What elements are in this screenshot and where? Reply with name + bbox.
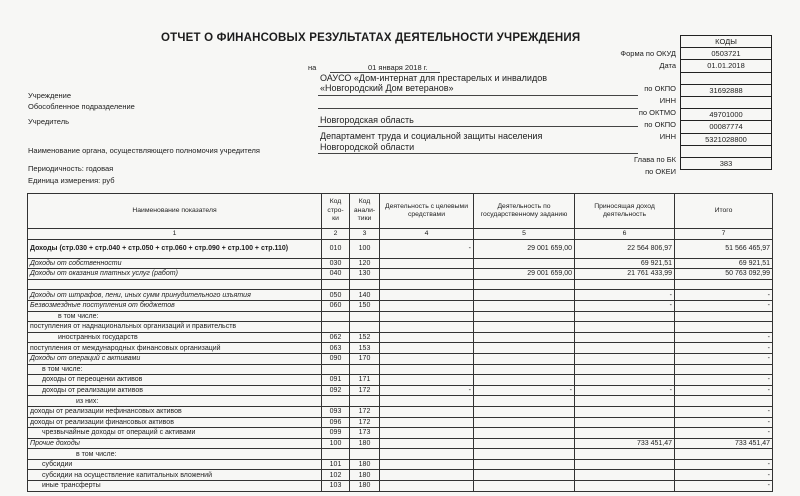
row-income <box>575 279 675 290</box>
table-row <box>28 258 773 269</box>
table-row <box>28 311 773 322</box>
row-name: Доходы от собственности <box>28 258 322 269</box>
report-date: 01 января 2018 г. <box>368 63 428 72</box>
row-code: 063 <box>322 343 350 354</box>
row-income <box>575 481 675 492</box>
table-row <box>28 239 773 258</box>
row-target <box>380 300 474 311</box>
code-glava-bk <box>681 146 771 158</box>
header-target: Деятельность с целевыми средствами <box>380 194 474 229</box>
row-name: Безвозмездные поступления от бюджетов <box>28 300 322 311</box>
row-income <box>575 428 675 439</box>
row-target <box>380 311 474 322</box>
row-total <box>675 311 773 322</box>
row-code <box>322 311 350 322</box>
row-analytics: 130 <box>350 269 380 280</box>
row-state-task <box>474 396 575 407</box>
row-target <box>380 481 474 492</box>
row-total: - <box>675 417 773 428</box>
header-income: Приносящая доход деятельность <box>575 194 675 229</box>
row-name: доходы от реализации нефинансовых активов <box>28 406 322 417</box>
label-founder: Учредитель <box>28 117 69 126</box>
label-oktmo: по ОКТМО <box>638 108 676 117</box>
row-analytics: 180 <box>350 481 380 492</box>
row-code <box>322 449 350 460</box>
institution-name-2: «Новгородский Дом ветеранов» <box>320 83 454 93</box>
table-row <box>28 353 773 364</box>
founder-underline <box>318 126 638 127</box>
row-total <box>675 396 773 407</box>
financial-results-table <box>27 193 773 492</box>
label-glava-bk: Глава по БК <box>634 155 676 164</box>
row-target <box>380 364 474 375</box>
header-analytics: Код анали-тики <box>350 194 380 229</box>
row-state-task: 29 001 659,00 <box>474 239 575 258</box>
row-state-task <box>474 343 575 354</box>
row-name <box>28 279 322 290</box>
code-oktmo: 49701000 <box>681 109 771 121</box>
row-total: - <box>675 406 773 417</box>
row-total <box>675 279 773 290</box>
row-state-task <box>474 364 575 375</box>
code-blank <box>681 73 771 85</box>
row-name: в том числе: <box>28 449 322 460</box>
row-name: иные трансферты <box>28 481 322 492</box>
row-code: 092 <box>322 385 350 396</box>
subdivision-underline <box>318 108 638 109</box>
row-target: - <box>380 385 474 396</box>
table-row <box>28 470 773 481</box>
row-income: - <box>575 385 675 396</box>
label-institution: Учреждение <box>28 91 71 100</box>
col-number: 5 <box>474 229 575 240</box>
row-total: - <box>675 343 773 354</box>
row-state-task <box>474 332 575 343</box>
col-number: 4 <box>380 229 474 240</box>
row-target <box>380 417 474 428</box>
label-subdivision: Обособленное подразделение <box>28 102 135 111</box>
row-name: иностранных государств <box>28 332 322 343</box>
table-row <box>28 449 773 460</box>
row-income: 69 921,51 <box>575 258 675 269</box>
row-analytics: 140 <box>350 290 380 301</box>
report-title: ОТЧЕТ О ФИНАНСОВЫХ РЕЗУЛЬТАТАХ ДЕЯТЕЛЬНОСТИ УЧРЕЖДЕНИЯ <box>161 32 581 44</box>
row-code: 093 <box>322 406 350 417</box>
row-state-task <box>474 417 575 428</box>
table-row <box>28 481 773 492</box>
row-income <box>575 332 675 343</box>
row-income: - <box>575 290 675 301</box>
row-target: - <box>380 239 474 258</box>
table-number-row <box>28 229 773 240</box>
row-analytics: 172 <box>350 385 380 396</box>
row-income <box>575 364 675 375</box>
label-periodicity: Периодичность: годовая <box>28 164 114 173</box>
row-total <box>675 322 773 333</box>
row-total: 51 566 465,97 <box>675 239 773 258</box>
row-code: 010 <box>322 239 350 258</box>
row-target <box>380 459 474 470</box>
row-name: Доходы от операций с активами <box>28 353 322 364</box>
row-income <box>575 417 675 428</box>
code-inn-blank <box>681 97 771 109</box>
row-income: 733 451,47 <box>575 438 675 449</box>
row-income: 22 564 806,97 <box>575 239 675 258</box>
row-state-task <box>474 470 575 481</box>
header-state-task: Деятельность по государственному заданию <box>474 194 575 229</box>
row-name: Доходы (стр.030 + стр.040 + стр.050 + стр.060 + стр.090 + стр.100 + стр.110) <box>28 239 322 258</box>
row-total: 69 921,51 <box>675 258 773 269</box>
row-total: - <box>675 375 773 386</box>
institution-name-1: ОАУСО «Дом-интернат для престарелых и инвалидов <box>320 73 547 83</box>
row-code: 091 <box>322 375 350 386</box>
row-analytics: 170 <box>350 353 380 364</box>
table-row <box>28 385 773 396</box>
col-number: 6 <box>575 229 675 240</box>
table-row <box>28 322 773 333</box>
row-analytics: 180 <box>350 470 380 481</box>
table-row <box>28 406 773 417</box>
row-total: - <box>675 470 773 481</box>
code-okud: 0503721 <box>681 48 771 60</box>
row-income <box>575 449 675 460</box>
row-target <box>380 353 474 364</box>
row-income: - <box>575 300 675 311</box>
row-target <box>380 279 474 290</box>
codes-block <box>680 35 772 170</box>
row-total <box>675 449 773 460</box>
table-row <box>28 417 773 428</box>
row-name: доходы от переоценки активов <box>28 375 322 386</box>
code-okei: 383 <box>719 158 733 168</box>
row-analytics <box>350 364 380 375</box>
row-income <box>575 375 675 386</box>
code-okpo: 31692888 <box>681 85 771 97</box>
label-inn: ИНН <box>659 96 676 105</box>
row-code: 102 <box>322 470 350 481</box>
row-name: из них: <box>28 396 322 407</box>
table-row <box>28 300 773 311</box>
row-total: - <box>675 385 773 396</box>
row-code: 062 <box>322 332 350 343</box>
row-code: 040 <box>322 269 350 280</box>
row-code: 103 <box>322 481 350 492</box>
row-name: в том числе: <box>28 311 322 322</box>
label-inn-2: ИНН <box>659 132 676 141</box>
row-target <box>380 258 474 269</box>
row-analytics <box>350 311 380 322</box>
row-state-task <box>474 481 575 492</box>
table-row <box>28 438 773 449</box>
label-okei: по ОКЕИ <box>645 167 676 176</box>
row-income <box>575 459 675 470</box>
row-analytics <box>350 322 380 333</box>
row-state-task <box>474 290 575 301</box>
row-code: 030 <box>322 258 350 269</box>
row-target <box>380 406 474 417</box>
col-number: 1 <box>28 229 322 240</box>
row-state-task: 29 001 659,00 <box>474 269 575 280</box>
row-income <box>575 406 675 417</box>
row-code: 060 <box>322 300 350 311</box>
row-state-task <box>474 459 575 470</box>
row-analytics: 172 <box>350 406 380 417</box>
row-state-task <box>474 258 575 269</box>
table-row <box>28 290 773 301</box>
row-analytics: 173 <box>350 428 380 439</box>
row-name: Доходы от оказания платных услуг (работ) <box>28 269 322 280</box>
row-income <box>575 353 675 364</box>
row-state-task <box>474 438 575 449</box>
table-row <box>28 375 773 386</box>
row-state-task <box>474 428 575 439</box>
row-target <box>380 470 474 481</box>
row-total: - <box>675 459 773 470</box>
col-number: 3 <box>350 229 380 240</box>
row-analytics: 153 <box>350 343 380 354</box>
row-analytics: 150 <box>350 300 380 311</box>
row-target <box>380 343 474 354</box>
row-state-task <box>474 375 575 386</box>
row-target <box>380 449 474 460</box>
row-state-task <box>474 322 575 333</box>
table-header-row <box>28 194 773 229</box>
code-inn: 5321028800 <box>681 134 771 146</box>
row-code <box>322 279 350 290</box>
code-date: 01.01.2018 <box>681 60 771 72</box>
row-name: доходы от реализации активов <box>28 385 322 396</box>
row-target <box>380 438 474 449</box>
table-row <box>28 279 773 290</box>
row-total: - <box>675 353 773 364</box>
label-okud: Форма по ОКУД <box>620 49 676 58</box>
row-total <box>675 364 773 375</box>
row-analytics: 152 <box>350 332 380 343</box>
row-target <box>380 332 474 343</box>
row-income <box>575 396 675 407</box>
row-target <box>380 428 474 439</box>
row-name: Прочие доходы <box>28 438 322 449</box>
row-name: субсидии <box>28 459 322 470</box>
row-code <box>322 396 350 407</box>
row-income <box>575 343 675 354</box>
row-name: Доходы от штрафов, пени, иных сумм принудительного изъятия <box>28 290 322 301</box>
row-analytics: 172 <box>350 417 380 428</box>
founder-name: Новгородская область <box>320 115 414 125</box>
row-income <box>575 311 675 322</box>
row-target <box>380 290 474 301</box>
row-analytics: 180 <box>350 459 380 470</box>
row-code: 090 <box>322 353 350 364</box>
row-target <box>380 269 474 280</box>
table-row <box>28 396 773 407</box>
header-code: Код стро-ки <box>322 194 350 229</box>
table-row <box>28 343 773 354</box>
row-code: 101 <box>322 459 350 470</box>
row-analytics <box>350 279 380 290</box>
row-income: 21 761 433,99 <box>575 269 675 280</box>
row-name: субсидии на осуществление капитальных вложений <box>28 470 322 481</box>
table-row <box>28 269 773 280</box>
row-code: 096 <box>322 417 350 428</box>
row-total: - <box>675 428 773 439</box>
table-row <box>28 364 773 375</box>
institution-underline <box>318 95 638 96</box>
row-name: поступления от международных финансовых организаций <box>28 343 322 354</box>
row-code: 050 <box>322 290 350 301</box>
row-analytics: 100 <box>350 239 380 258</box>
row-name: доходы от реализации финансовых активов <box>28 417 322 428</box>
row-state-task: - <box>474 385 575 396</box>
row-target <box>380 375 474 386</box>
row-total: 50 763 092,99 <box>675 269 773 280</box>
row-income <box>575 470 675 481</box>
table-row <box>28 459 773 470</box>
authority-name-1: Департамент труда и социальной защиты населения <box>320 131 543 141</box>
row-income <box>575 322 675 333</box>
row-state-task <box>474 311 575 322</box>
na-label: на <box>308 63 317 72</box>
authority-underline <box>318 153 638 154</box>
col-number: 2 <box>322 229 350 240</box>
row-analytics <box>350 449 380 460</box>
row-analytics: 171 <box>350 375 380 386</box>
label-unit: Единица измерения: руб <box>28 176 115 185</box>
row-analytics: 120 <box>350 258 380 269</box>
row-total: - <box>675 481 773 492</box>
row-target <box>380 396 474 407</box>
table-row <box>28 332 773 343</box>
row-code <box>322 364 350 375</box>
row-name: чрезвычайные доходы от операций с активами <box>28 428 322 439</box>
authority-name-2: Новгородской области <box>320 142 415 152</box>
row-code: 099 <box>322 428 350 439</box>
row-total: - <box>675 290 773 301</box>
row-total: - <box>675 300 773 311</box>
row-total: 733 451,47 <box>675 438 773 449</box>
row-name: в том числе: <box>28 364 322 375</box>
row-analytics: 180 <box>350 438 380 449</box>
code-okpo-2: 00087774 <box>681 121 771 133</box>
row-code: 100 <box>322 438 350 449</box>
label-okpo: по ОКПО <box>644 84 676 93</box>
label-authority: Наименование органа, осуществляющего полномочия учредителя <box>28 146 260 155</box>
row-state-task <box>474 300 575 311</box>
label-okpo-2: по ОКПО <box>644 120 676 129</box>
codes-header: КОДЫ <box>681 36 771 48</box>
row-code <box>322 322 350 333</box>
table-row <box>28 428 773 439</box>
header-total: Итого <box>675 194 773 229</box>
row-total: - <box>675 332 773 343</box>
label-date: Дата <box>659 61 676 70</box>
row-state-task <box>474 279 575 290</box>
row-state-task <box>474 449 575 460</box>
row-state-task <box>474 353 575 364</box>
col-number: 7 <box>675 229 773 240</box>
row-name: поступления от наднациональных организаций и правительств <box>28 322 322 333</box>
row-target <box>380 322 474 333</box>
row-state-task <box>474 406 575 417</box>
row-analytics <box>350 396 380 407</box>
header-name: Наименование показателя <box>28 194 322 229</box>
